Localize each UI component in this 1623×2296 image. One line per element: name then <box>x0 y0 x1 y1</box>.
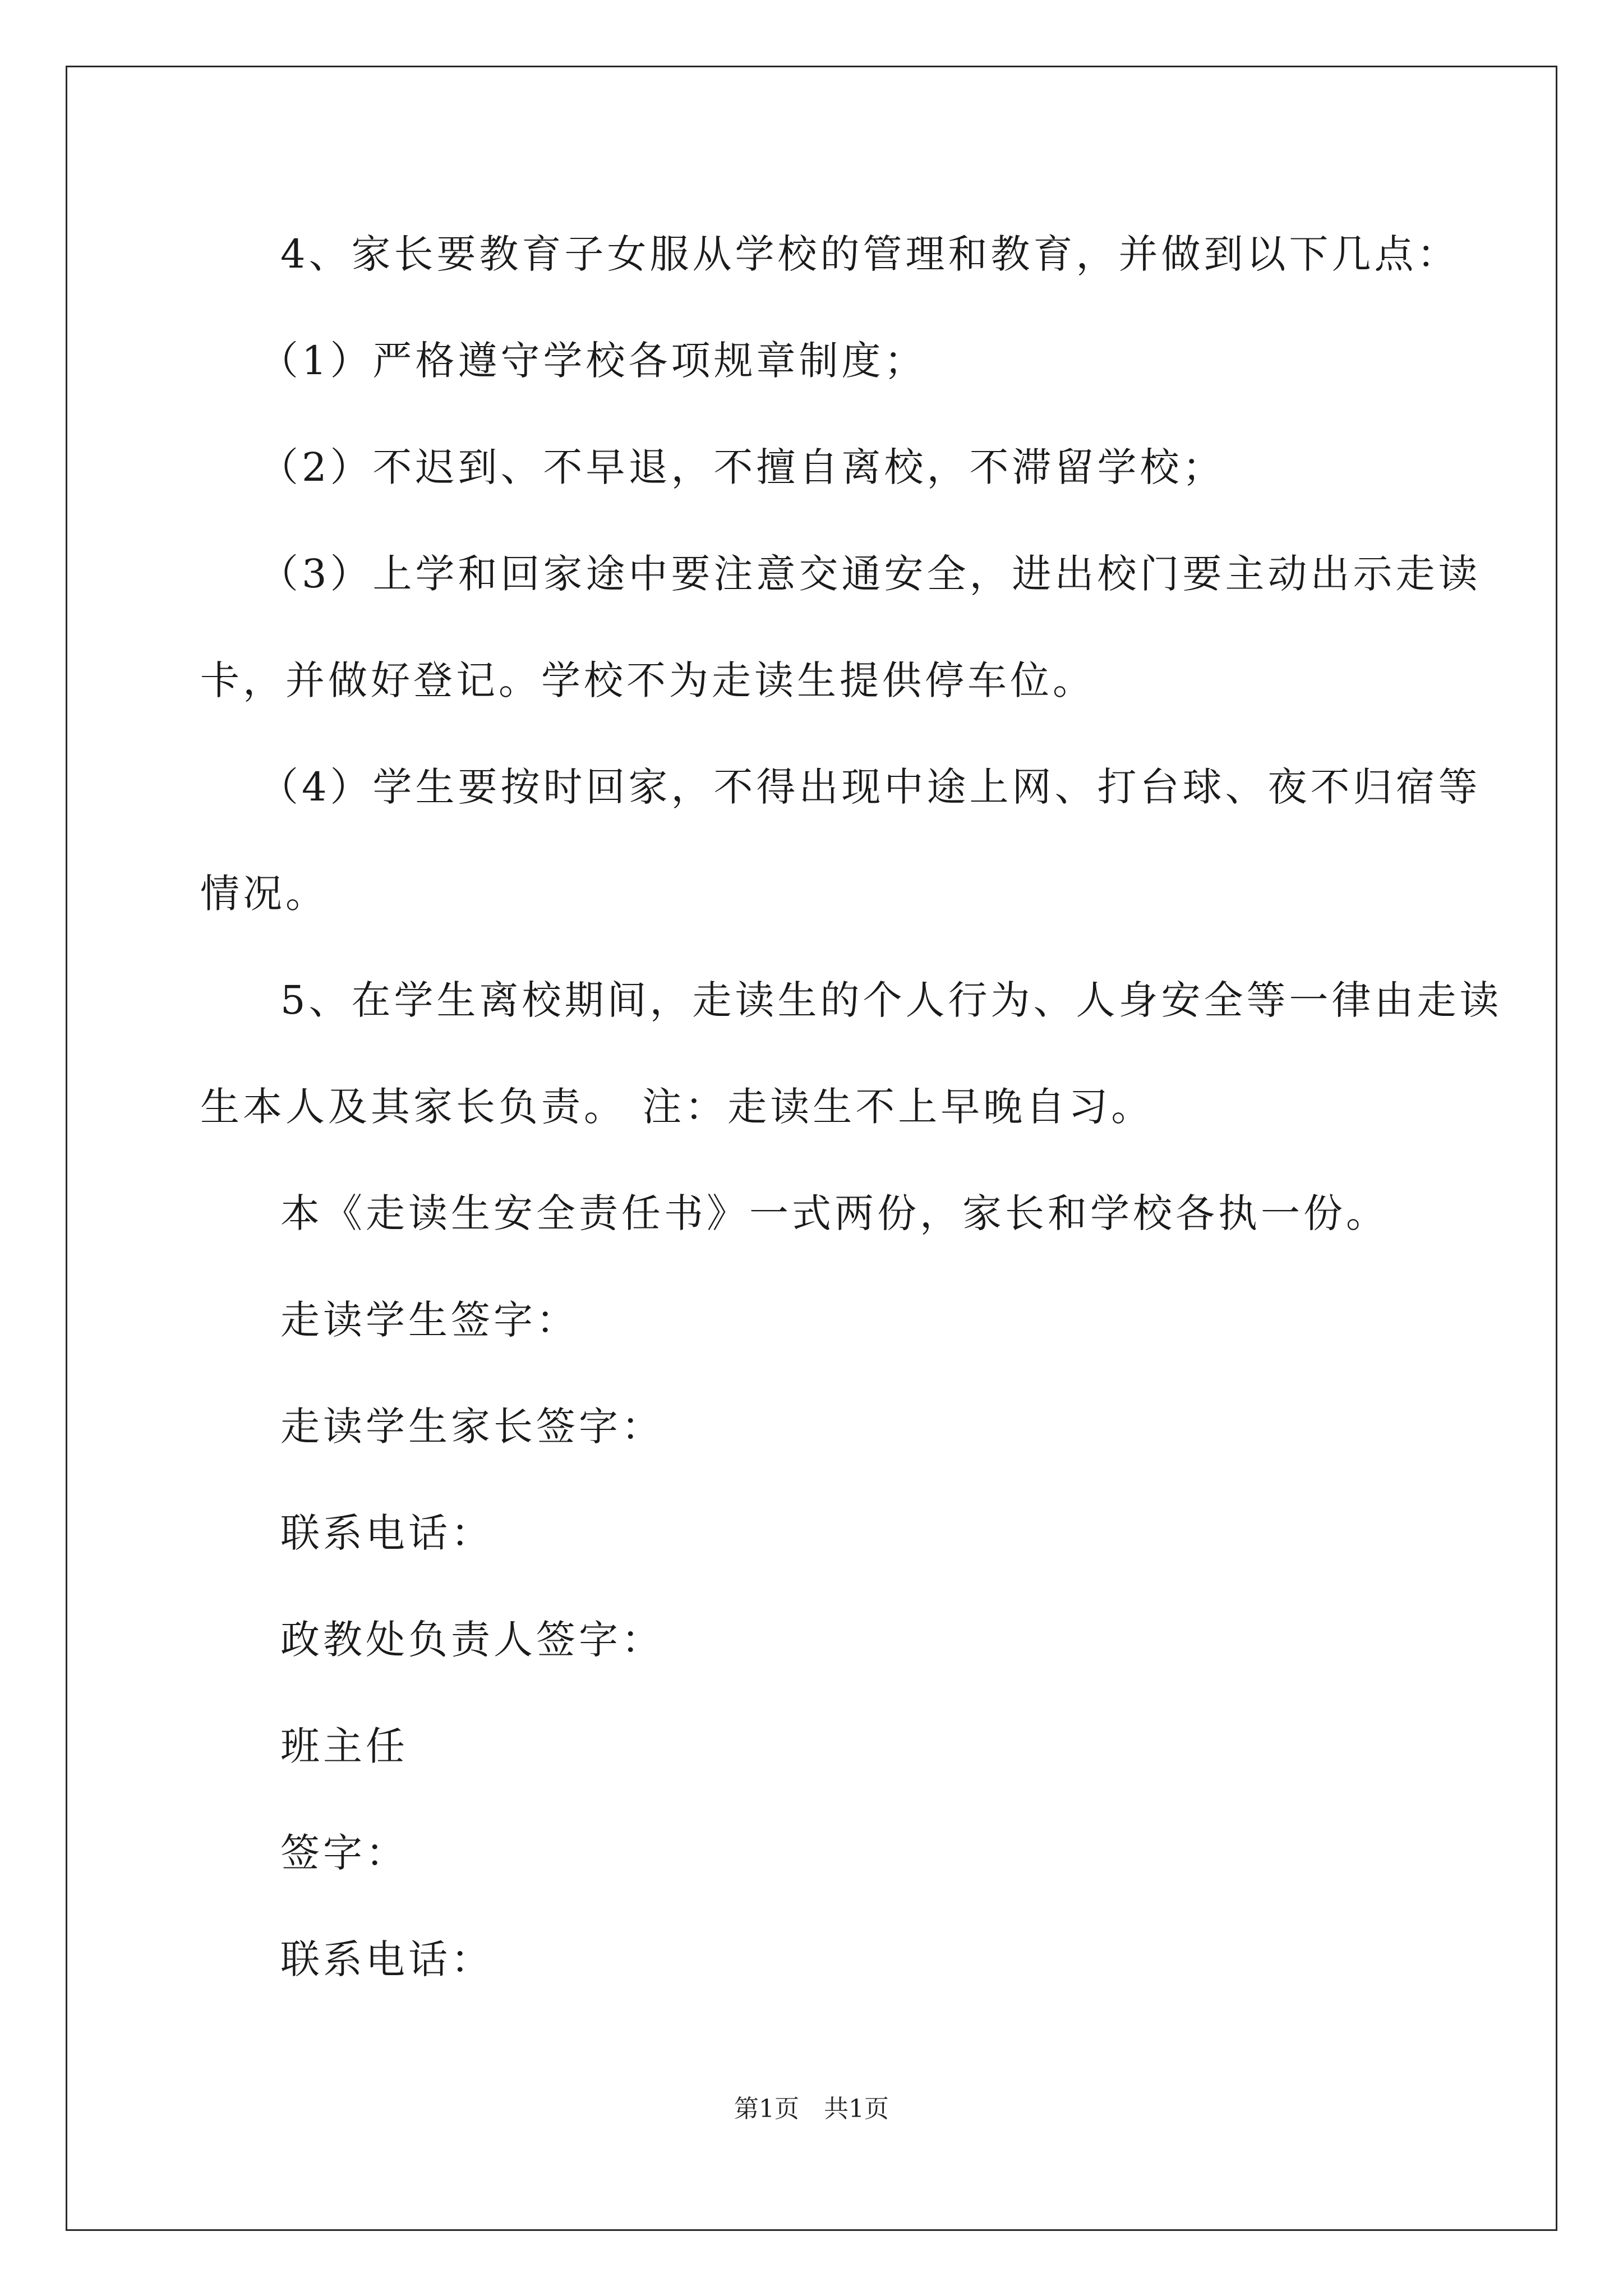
item-1-line-1: （1）严格遵守学校各项规章制度； <box>259 338 927 384</box>
item-3-line-1: （3）上学和回家途中要注意交通安全，进出校门要主动出示走读 <box>259 551 1481 597</box>
item-4-line-1: （4）学生要按时回家，不得出现中途上网、打台球、夜不归宿等 <box>259 764 1481 810</box>
item-3-line-2: 卡，并做好登记。学校不为走读生提供停车位。 <box>200 657 1095 703</box>
office-signature-label: 政教处负责人签字： <box>280 1617 664 1663</box>
head-teacher-label: 班主任 <box>280 1723 408 1769</box>
copies-statement: 本《走读生安全责任书》一式两份，家长和学校各执一份。 <box>280 1190 1389 1236</box>
paragraph-5-line-2: 生本人及其家长负责。 注：走读生不上早晚自习。 <box>200 1084 1154 1130</box>
student-signature-label: 走读学生签字： <box>280 1297 579 1343</box>
parent-signature-label: 走读学生家长签字： <box>280 1404 664 1450</box>
signature-label: 签字： <box>280 1830 408 1876</box>
paragraph-5-line-1: 5、在学生离校期间，走读生的个人行为、人身安全等一律由走读 <box>280 977 1502 1023</box>
item-4-line-2: 情况。 <box>200 871 328 917</box>
phone-label-1: 联系电话： <box>280 1510 494 1556</box>
item-2-line-1: （2）不迟到、不早退，不擅自离校，不滞留学校； <box>259 444 1225 490</box>
page-border <box>66 66 1557 2231</box>
phone-label-2: 联系电话： <box>280 1936 494 1982</box>
page-footer: 第1页 共1页 <box>734 2095 889 2123</box>
paragraph-4-line-1: 4、家长要教育子女服从学校的管理和教育，并做到以下几点： <box>280 231 1460 277</box>
